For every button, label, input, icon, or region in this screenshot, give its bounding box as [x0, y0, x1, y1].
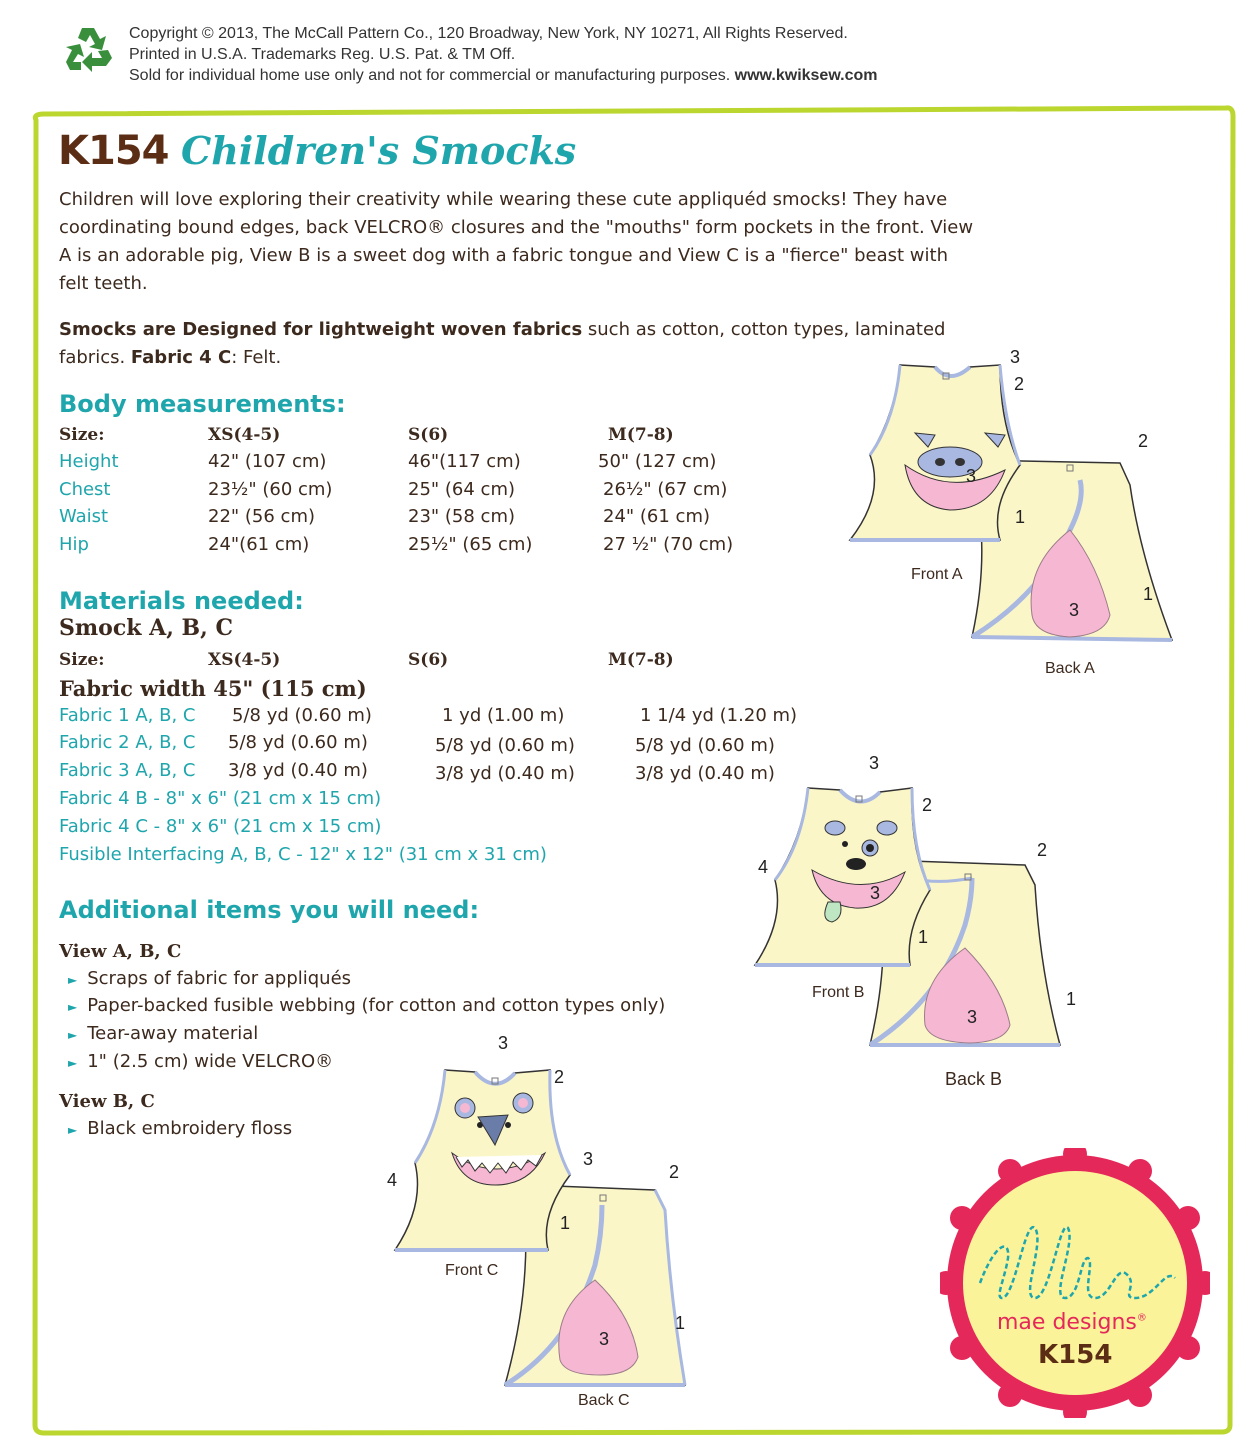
- fabric-label: Fabric 3 A, B, C: [59, 760, 196, 781]
- measure-value: 25½" (65 cm): [408, 534, 533, 555]
- measure-value: 24" (61 cm): [603, 506, 711, 527]
- list-item-text: Black embroidery floss: [87, 1118, 293, 1139]
- measure-label: Hip: [59, 534, 89, 555]
- callout-2: 2: [1138, 431, 1149, 451]
- badge-name-text: mae designs: [997, 1310, 1137, 1335]
- list-item: [68, 1118, 292, 1139]
- callout-1: 1: [675, 1313, 686, 1333]
- callout-3: 3: [498, 1033, 509, 1053]
- callout-3: 3: [1069, 600, 1080, 620]
- arrow-icon: ►: [68, 1028, 78, 1042]
- list-item: [68, 968, 351, 989]
- fabric-note-bold: Fabric 4 C: [130, 347, 232, 368]
- copyright-line-2: Printed in U.S.A. Trademarks Reg. U.S. Pat. & TM Off.: [129, 46, 516, 63]
- page-title: [58, 128, 576, 174]
- view-b-illustration: [740, 770, 1080, 1070]
- size-m: M(7-8): [608, 650, 674, 670]
- copyright-line-1: Copyright © 2013, The McCall Pattern Co., 120 Broadway, New York, NY 10271, All Rights Reserved.: [129, 25, 848, 42]
- measure-value: 25" (64 cm): [408, 479, 516, 500]
- size-s: S(6): [408, 650, 449, 670]
- arrow-icon: ►: [68, 1123, 78, 1137]
- badge-name: [997, 1310, 1147, 1335]
- callout-4: 4: [758, 857, 769, 877]
- callout-1: 1: [560, 1213, 571, 1233]
- fabric-label: Fabric 2 A, B, C: [59, 732, 196, 753]
- callout-2: 2: [669, 1162, 680, 1182]
- fabric-width: Fabric width 45" (115 cm): [59, 676, 367, 701]
- materials-subheading: Smock A, B, C: [59, 615, 233, 641]
- front-a-drawing: [850, 365, 1020, 540]
- callout-3: 3: [599, 1329, 610, 1349]
- measure-label: Chest: [59, 479, 111, 500]
- website-link[interactable]: www.kwiksew.com: [734, 67, 878, 84]
- back-c-label: Back C: [578, 1392, 630, 1409]
- fabric-amount: 3/8 yd (0.40 m): [435, 763, 575, 784]
- copyright-line-3: Sold for individual home use only and not for commercial or manufacturing purposes. www.kwiksew.com: [129, 67, 878, 84]
- callout-3: 3: [869, 753, 880, 773]
- arrow-icon: ►: [68, 1056, 78, 1070]
- callout-3: 3: [966, 466, 977, 486]
- measure-value: 26½" (67 cm): [603, 479, 728, 500]
- fabric-amount: 3/8 yd (0.40 m): [228, 760, 368, 781]
- ellie-mae-logo: [940, 1148, 1210, 1418]
- fabric-amount: 5/8 yd (0.60 m): [232, 705, 372, 726]
- fabric-note-text: : Felt.: [231, 347, 282, 368]
- arrow-icon: ►: [68, 1000, 78, 1014]
- fabric-amount: 5/8 yd (0.60 m): [635, 735, 775, 756]
- measure-value: 24"(61 cm): [208, 534, 310, 555]
- size-xs: XS(4-5): [208, 425, 281, 445]
- intro-line: coordinating bound edges, back VELCRO® closures and the "mouths" form pockets in the front. View: [59, 217, 974, 238]
- view-abc-title: View A, B, C: [59, 941, 182, 962]
- measure-value: 27 ½" (70 cm): [603, 534, 734, 555]
- back-a-label: Back A: [1045, 660, 1095, 677]
- fabric-label: Fabric 1 A, B, C: [59, 705, 196, 726]
- view-c-illustration: [380, 1045, 720, 1395]
- materials-heading: Materials needed:: [59, 587, 304, 615]
- measure-value: 50" (127 cm): [598, 451, 717, 472]
- fabric-note: [59, 316, 959, 372]
- fabric-amount: 1 yd (1.00 m): [442, 705, 565, 726]
- badge-reg: ®: [1136, 1312, 1147, 1324]
- pattern-code: K154: [58, 128, 169, 174]
- list-item-text: Tear-away material: [87, 1023, 259, 1044]
- callout-3: 3: [967, 1007, 978, 1027]
- size-s: S(6): [408, 425, 449, 445]
- measure-label: Height: [59, 451, 119, 472]
- callout-2: 2: [554, 1067, 565, 1087]
- intro-line: A is an adorable pig, View B is a sweet dog with a fabric tongue and View C is a "fierce" beast with: [59, 245, 948, 266]
- intro-paragraph: [59, 186, 979, 298]
- measure-label: Waist: [59, 506, 109, 527]
- list-item: [68, 1051, 333, 1072]
- size-label: Size:: [59, 425, 105, 445]
- fabric-amount: 5/8 yd (0.60 m): [435, 735, 575, 756]
- fabric-amount: 1 1/4 yd (1.20 m): [640, 705, 798, 726]
- view-bc-title: View B, C: [59, 1091, 155, 1112]
- size-label: Size:: [59, 650, 105, 670]
- measure-value: 23" (58 cm): [408, 506, 516, 527]
- callout-1: 1: [1066, 989, 1077, 1009]
- callout-3: 3: [1010, 347, 1021, 367]
- callout-2: 2: [1014, 374, 1025, 394]
- back-b-label: Back B: [945, 1069, 1003, 1089]
- body-measurements-heading: Body measurements:: [59, 390, 346, 418]
- measure-value: 46"(117 cm): [408, 451, 521, 472]
- fabric-note-bold: Smocks are Designed for lightweight woven fabrics: [59, 319, 583, 340]
- fabric-extra: Fabric 4 C - 8" x 6" (21 cm x 15 cm): [59, 816, 382, 837]
- measure-value: 23½" (60 cm): [208, 479, 333, 500]
- callout-3: 3: [583, 1149, 594, 1169]
- list-item: [68, 995, 665, 1016]
- callout-3: 3: [870, 883, 881, 903]
- badge-code: K154: [1038, 1340, 1113, 1370]
- size-m: M(7-8): [608, 425, 674, 445]
- callout-1: 1: [918, 927, 929, 947]
- fabric-note-text: such as cotton, cotton types, laminated: [582, 319, 946, 340]
- list-item-text: Paper-backed fusible webbing (for cotton and cotton types only): [87, 995, 666, 1016]
- intro-line: felt teeth.: [59, 273, 148, 294]
- callout-4: 4: [387, 1170, 398, 1190]
- intro-line: Children will love exploring their creativity while wearing these cute appliquéd smocks! They have: [59, 189, 948, 210]
- front-c-label: Front C: [445, 1262, 499, 1279]
- pattern-name: Children's Smocks: [180, 128, 577, 173]
- callout-2: 2: [922, 795, 933, 815]
- front-c-drawing: [395, 1070, 570, 1250]
- callout-1: 1: [1015, 507, 1026, 527]
- front-a-label: Front A: [911, 566, 963, 583]
- fabric-note-text: fabrics.: [59, 347, 131, 368]
- list-item-text: 1" (2.5 cm) wide VELCRO®: [87, 1051, 334, 1072]
- callout-1: 1: [1143, 584, 1154, 604]
- fabric-extra: Fusible Interfacing A, B, C - 12" x 12" (31 cm x 31 cm): [59, 844, 547, 865]
- fabric-amount: 3/8 yd (0.40 m): [635, 763, 775, 784]
- measure-value: 22" (56 cm): [208, 506, 316, 527]
- additional-heading: Additional items you will need:: [59, 896, 480, 924]
- list-item-text: Scraps of fabric for appliqués: [87, 968, 352, 989]
- fabric-amount: 5/8 yd (0.60 m): [228, 732, 368, 753]
- callout-2: 2: [1037, 840, 1048, 860]
- measure-value: 42" (107 cm): [208, 451, 327, 472]
- front-b-drawing: [755, 788, 933, 965]
- front-b-label: Front B: [812, 984, 865, 1001]
- arrow-icon: ►: [68, 973, 78, 987]
- size-xs: XS(4-5): [208, 650, 281, 670]
- list-item: [68, 1023, 258, 1044]
- fabric-extra: Fabric 4 B - 8" x 6" (21 cm x 15 cm): [59, 788, 382, 809]
